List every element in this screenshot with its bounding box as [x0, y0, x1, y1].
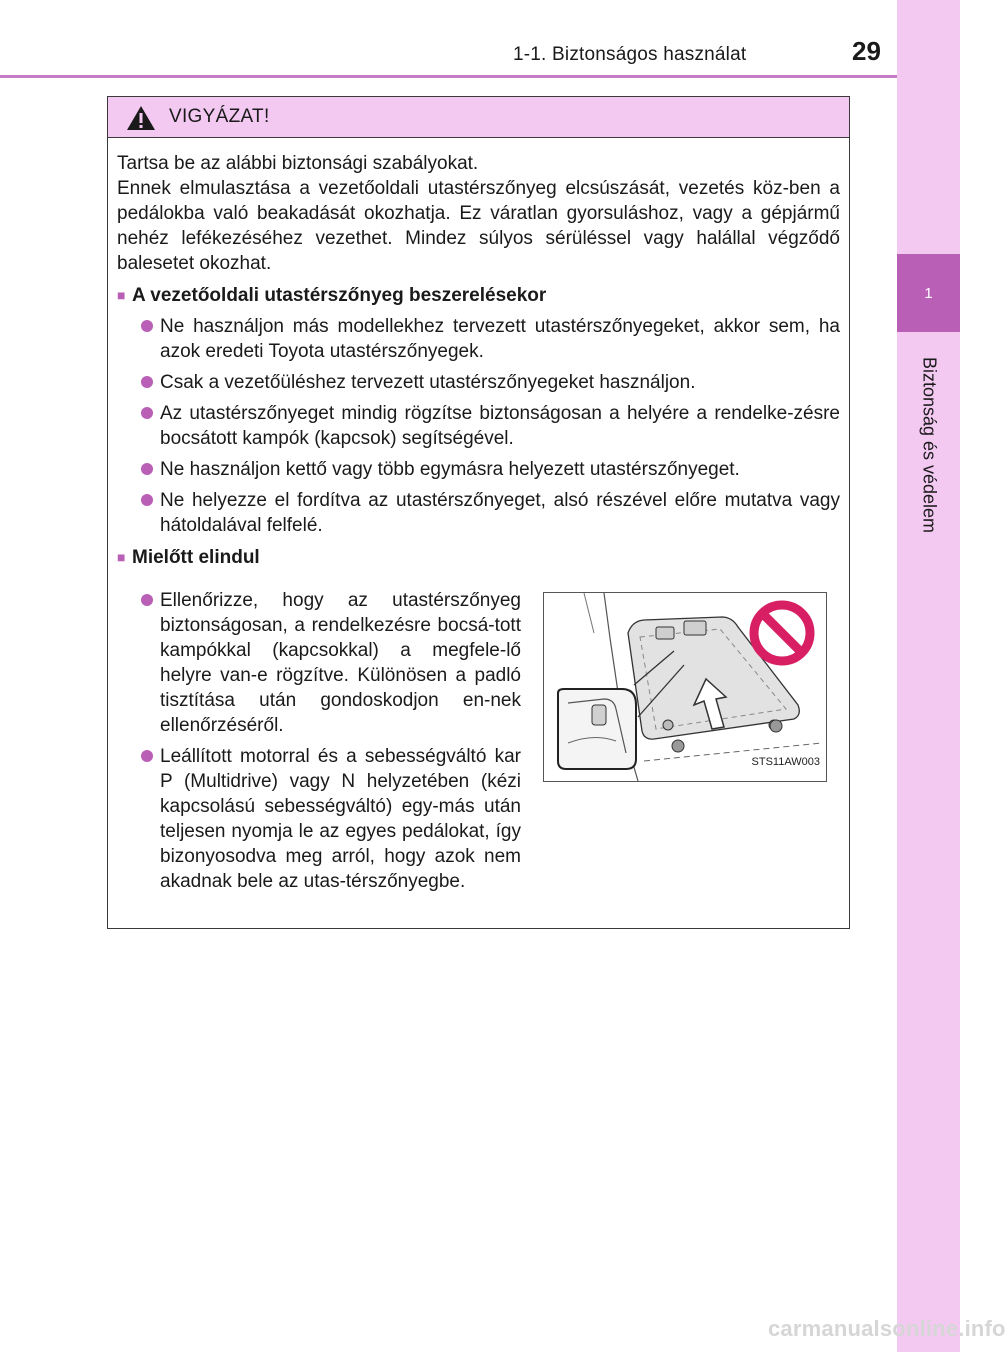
list-item — [141, 457, 840, 482]
list-item-text: Leállított motorral és a sebességváltó kar P (Multidrive) vagy N helyzetében (kézi kapcsolású sebességváltó) egy-más után teljesen nyomja le az egyes pedálokat, így bizonyosodva meg arról, hogy azok nem akadnak bele az utas-térszőnyegbe. — [160, 746, 521, 892]
page-number: 29 — [852, 36, 881, 66]
chapter-sidebar — [897, 0, 960, 1352]
list-item — [141, 744, 521, 894]
list-item — [141, 370, 840, 395]
square-bullet-icon: ■ — [117, 287, 126, 303]
list-item-text: Ne használjon kettő vagy több egymásra helyezett utastérszőnyeget. — [160, 459, 740, 480]
list-item-text: Az utastérszőnyeget mindig rögzítse biztonságosan a helyére a rendelke-zésre bocsátott kampók (kapcsok) segítségével. — [160, 403, 840, 449]
square-bullet-icon: ■ — [117, 549, 126, 565]
floor-mat-illustration — [543, 592, 827, 782]
bullet-dot-icon — [141, 594, 153, 606]
section-heading — [117, 283, 840, 308]
list-item-text: Ne helyezze el fordítva az utastérszőnyeget, alsó részével előre mutatva vagy hátoldalával felfelé. — [160, 490, 840, 536]
section-with-figure — [117, 574, 840, 894]
list-item — [141, 314, 840, 364]
chapter-number-tab[interactable]: 1 — [897, 254, 960, 332]
bullet-dot-icon — [141, 494, 153, 506]
caution-box — [107, 96, 850, 929]
bullet-dot-icon — [141, 320, 153, 332]
bullet-dot-icon — [141, 376, 153, 388]
caution-header — [108, 97, 849, 138]
list-item-text: Csak a vezetőüléshez tervezett utastérszőnyegeket használjon. — [160, 372, 696, 393]
warning-triangle-icon — [126, 105, 156, 131]
caution-title: VIGYÁZAT! — [169, 106, 270, 127]
list-item — [141, 588, 521, 738]
section-heading-text: A vezetőoldali utastérszőnyeg beszerelésekor — [132, 285, 547, 306]
list-item-text: Ne használjon más modellekhez tervezett utastérszőnyegeket, akkor sem, ha azok eredeti Toyota utastérszőnyegek. — [160, 316, 840, 362]
section-heading-text: Mielőtt elindul — [132, 547, 260, 568]
bullet-dot-icon — [141, 407, 153, 419]
header-divider — [0, 75, 897, 78]
watermark-text: carmanualsonline.info — [768, 1316, 1006, 1341]
section-heading — [117, 545, 840, 570]
caution-body — [108, 138, 849, 894]
section-title: 1-1. Biztonságos használat — [513, 44, 747, 65]
bullet-dot-icon — [141, 750, 153, 762]
section-list — [117, 574, 521, 894]
bullet-dot-icon — [141, 463, 153, 475]
chapter-label: Biztonság és védelem — [919, 356, 940, 534]
list-item — [141, 401, 840, 451]
intro-line: Tartsa be az alábbi biztonsági szabályokat. — [117, 153, 479, 174]
intro-paragraph: Ennek elmulasztása a vezetőoldali utastérszőnyeg elcsúszását, vezetés köz-ben a pedálokba való beakadását okozhatja. Ez váratlan gyorsuláshoz, vagy a gépjármű nehéz lefékezéséhez vezethet. Mindez súlyos sérüléssel vagy halállal végződő balesetet okozhat. — [117, 178, 840, 274]
figure-label: STS11AW003 — [751, 756, 820, 768]
list-item — [141, 488, 840, 538]
list-item-text: Ellenőrizze, hogy az utastérszőnyeg biztonságosan, a rendelkezésre bocsá-tott kampókkal (kapcsokkal) a megfele-lő helyre van-e rögzítve. Különösen a padló tisztítása után gondoskodjon en-nek ellenőrzéséről. — [160, 590, 521, 736]
